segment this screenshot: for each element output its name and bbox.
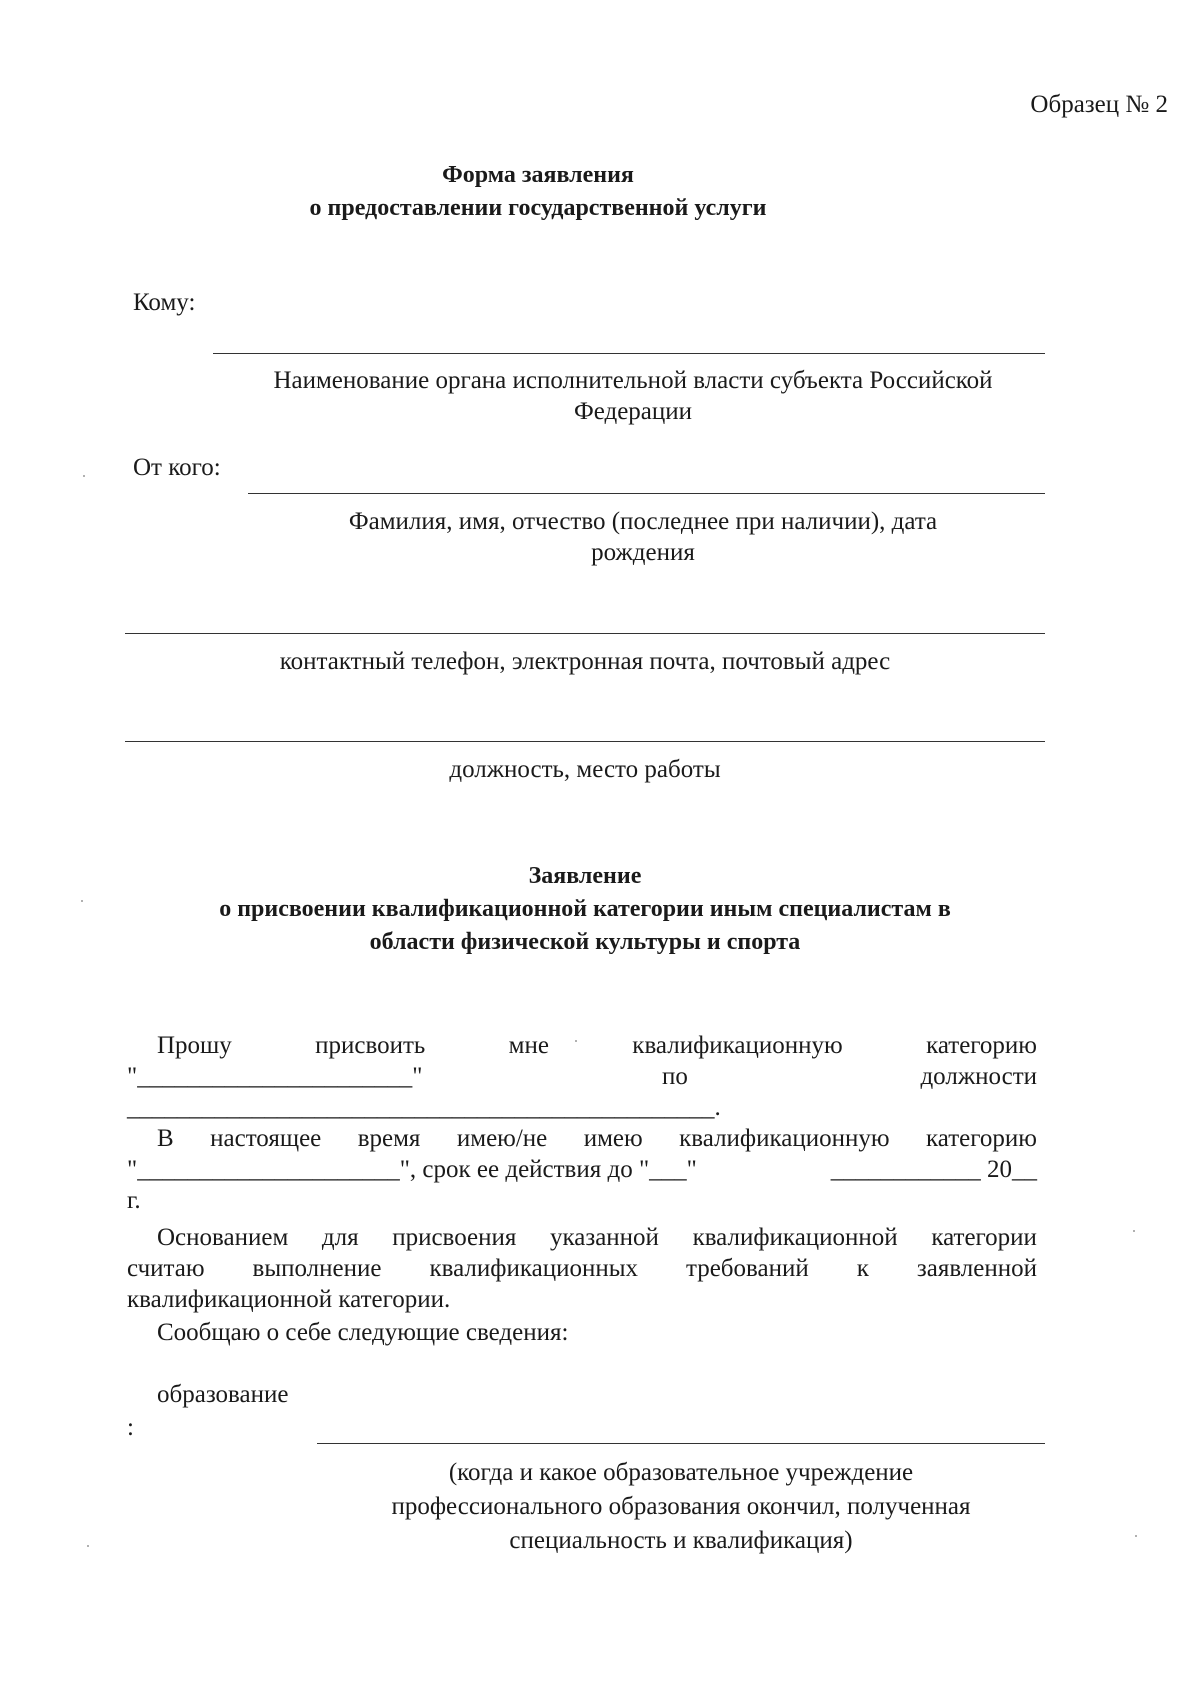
word: квалификационную: [632, 1032, 843, 1059]
word: требований: [685, 1255, 809, 1282]
scan-speck: [1133, 1230, 1135, 1232]
contacts-caption: контактный телефон, электронная почта, почтовый адрес: [279, 648, 891, 675]
validity-date-field[interactable]: ____________ 20__: [830, 1156, 1037, 1183]
word: считаю: [127, 1255, 205, 1282]
scan-speck: [81, 900, 83, 902]
word: категорию: [926, 1032, 1037, 1059]
para1-line2-end: должности: [920, 1063, 1037, 1090]
word: имею/не: [456, 1125, 548, 1152]
position-caption: должность, место работы: [449, 756, 721, 783]
para2-line3: г.: [127, 1187, 141, 1214]
para3-line2: [127, 1254, 1037, 1284]
to-caption-line1: Наименование органа исполнительной власти субъекта Российской: [273, 367, 993, 394]
from-caption-line2: рождения: [591, 539, 695, 566]
to-label: Кому:: [133, 289, 196, 316]
education-colon: :: [127, 1414, 134, 1441]
word: заявленной: [916, 1255, 1037, 1282]
word: имею: [583, 1125, 643, 1152]
from-field-line[interactable]: [248, 493, 1045, 494]
form-title-line1: Форма заявления: [442, 162, 634, 188]
para1-line1: [157, 1031, 1037, 1061]
para4: Сообщаю о себе следующие сведения:: [157, 1319, 569, 1346]
para2-line1: [157, 1124, 1037, 1154]
word: квалификационных: [429, 1255, 639, 1282]
word: квалификационную: [679, 1125, 890, 1152]
statement-title-line3: области физической культуры и спорта: [369, 929, 801, 955]
word: категорию: [926, 1125, 1037, 1152]
sample-label: Образец № 2: [1030, 91, 1168, 118]
scan-speck: [1135, 1535, 1137, 1537]
scan-speck: [575, 1040, 577, 1042]
education-field-line[interactable]: [317, 1443, 1045, 1444]
position-field-line[interactable]: [125, 741, 1045, 742]
para3-line3: квалификационной категории.: [127, 1286, 451, 1313]
position-field-2[interactable]: _______________________________________________.: [127, 1094, 721, 1121]
para3-line1: [157, 1223, 1037, 1253]
word: настоящее: [210, 1125, 322, 1152]
education-caption-line2: профессионального образования окончил, полученная: [391, 1493, 971, 1520]
word: Прошу: [157, 1032, 232, 1059]
word: указанной: [549, 1224, 659, 1251]
to-caption-line2: Федерации: [573, 398, 693, 425]
word: присвоения: [392, 1224, 517, 1251]
scan-speck: [83, 475, 85, 477]
current-category-field[interactable]: "_____________________", срок ее действия до "___": [127, 1156, 697, 1183]
word: к: [856, 1255, 869, 1282]
word: квалификационной: [692, 1224, 898, 1251]
form-title-line2: о предоставлении государственной услуги: [309, 195, 767, 221]
word: мне: [508, 1032, 549, 1059]
word: В: [157, 1125, 174, 1152]
word: Основанием: [157, 1224, 289, 1251]
from-caption-line1: Фамилия, имя, отчество (последнее при наличии), дата: [348, 508, 938, 535]
para1-po: по: [662, 1063, 688, 1090]
statement-title-line2: о присвоении квалификационной категории иным специалистам в: [219, 896, 951, 922]
scan-speck: [87, 1545, 89, 1547]
category-field-1[interactable]: "______________________": [127, 1063, 423, 1090]
word: для: [321, 1224, 359, 1251]
to-field-line[interactable]: [213, 353, 1045, 354]
word: присвоить: [315, 1032, 426, 1059]
word: выполнение: [252, 1255, 382, 1282]
word: категории: [931, 1224, 1037, 1251]
word: время: [357, 1125, 421, 1152]
education-caption-line3: специальность и квалификация): [509, 1527, 853, 1554]
contacts-field-line[interactable]: [125, 633, 1045, 634]
education-caption-line1: (когда и какое образовательное учреждение: [448, 1459, 914, 1486]
from-label: От кого:: [133, 454, 221, 481]
education-label: образование: [157, 1381, 289, 1408]
statement-title-line1: Заявление: [528, 863, 642, 889]
